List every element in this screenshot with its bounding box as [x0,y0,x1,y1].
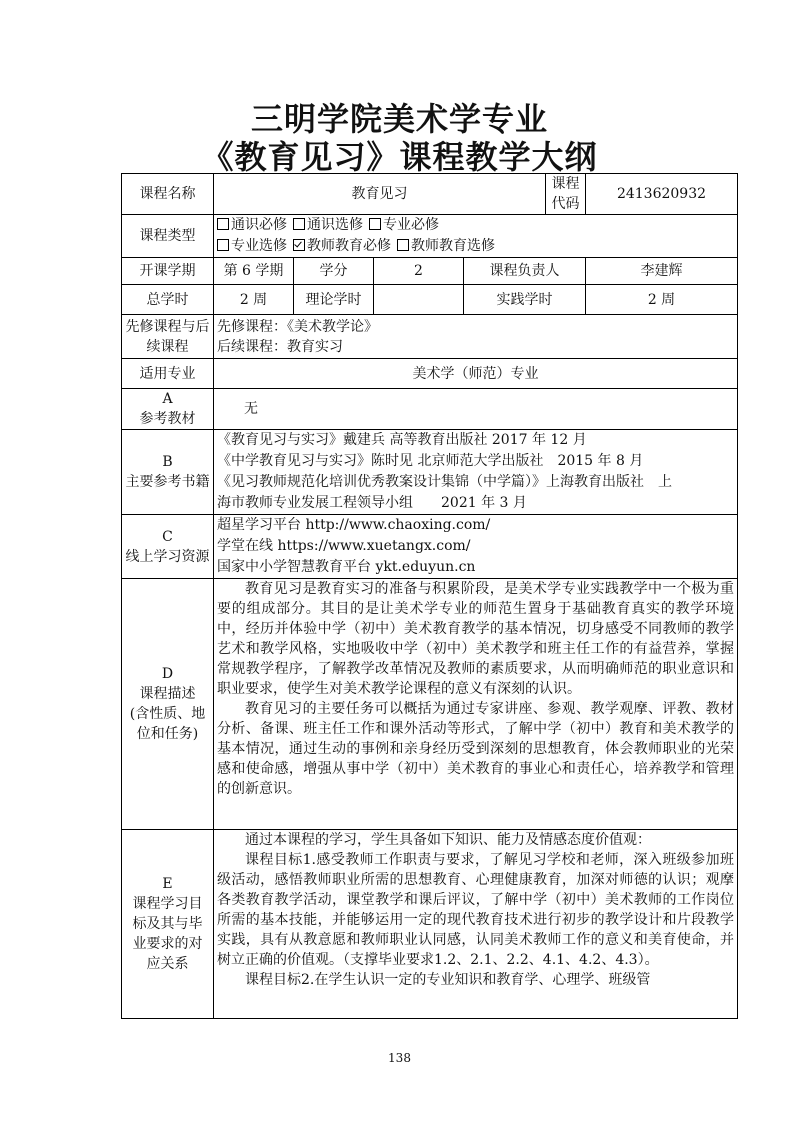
section-c-label: C 线上学习资源 [122,515,214,579]
checkbox-unchecked-icon [369,218,381,230]
course-code-value: 2413620932 [586,174,738,215]
teacher-value: 李建辉 [586,258,738,285]
checkbox-unchecked-icon [397,239,409,251]
checkbox-unchecked-icon [217,239,229,251]
section-b-label: B 主要参考书籍 [122,430,214,515]
row-semester [122,258,738,285]
reference-book: 《中学教育见习与实习》陈时见 北京师范大学出版社 2015 年 8 月 [217,453,644,469]
course-type-label: 课程类型 [122,215,214,258]
theory-hours-label: 理论学时 [294,285,374,315]
row-course-name [122,174,738,215]
checkbox-unchecked-icon [293,218,305,230]
online-resource: 国家中小学智慧教育平台 ykt.eduyun.cn [217,559,476,575]
row-course-type [122,215,738,258]
teacher-label: 课程负责人 [464,258,586,285]
row-hours [122,285,738,315]
reference-book: 《见习教师规范化培训优秀教案设计集锦（中学篇）》上海教育出版社 上 [217,474,672,490]
section-a-content: 无 [214,389,738,430]
total-hours-label: 总学时 [122,285,214,315]
section-e-content [214,830,738,1019]
prereq-label: 先修课程与后续课程 [122,315,214,359]
section-d-content [214,579,738,830]
course-type-option [293,217,363,233]
course-code-label: 课程代码 [546,174,586,215]
section-d-label: D 课程描述 (含性质、地 位和任务) [122,579,214,830]
course-name-label: 课程名称 [122,174,214,215]
course-type-option-label: 通识必修 [231,217,287,233]
page-number: 138 [388,1051,411,1065]
row-section-c [122,515,738,579]
practice-hours-value: 2 周 [586,285,738,315]
course-type-option [217,238,287,254]
objective-1: 课程目标1.感受教师工作职责与要求，了解见习学校和老师，深入班级参加班级活动，感悟教师职业所需的思想教育、心理健康教育，加深对师德的认识；观摩各类教育教学活动，课堂教学和课后评议，了解中学（初中）美术教师的工作岗位所需的基本技能，并能够运用一定的现代教育技术进行初步的教学设计和片段教学实践，具有从教意愿和教师职业认同感，认同美术教师工作的意义和美育使命，并树立正确的价值观。（支撑毕业要求1.2、2.1、2.2、4.1、4.2、4.3）。 [217,852,734,968]
reference-book: 《教育见习与实习》戴建兵 高等教育出版社 2017 年 12 月 [217,432,587,448]
prereq-content [214,315,738,359]
major-value: 美术学（师范）专业 [214,359,738,389]
total-hours-value: 2 周 [214,285,294,315]
course-name-value: 教育见习 [214,174,546,215]
credit-value: 2 [374,258,464,285]
course-type-option [293,238,391,254]
course-type-option-label: 教师教育必修 [307,238,391,254]
semester-label: 开课学期 [122,258,214,285]
course-type-option [397,238,495,254]
page-title-line1: 三明学院美术学专业 [250,100,548,138]
checkbox-checked-icon [293,239,305,251]
course-type-options [214,215,738,258]
syllabus-table [121,173,738,1019]
credit-label: 学分 [294,258,374,285]
section-b-content [214,430,738,515]
course-description-paragraph: 教育见习是教育实习的准备与积累阶段，是美术学专业实践教学中一个极为重要的组成部分。其目的是让美术学专业的师范生置身于基础教育真实的教学环境中，经历并体验中学（初中）美术教育教学的基本情况，切身感受不同教师的教学艺术和教学风格，实地吸收中学（初中）美术教学和班主任工作的有益营养，掌握常规教学程序，了解教学改革情况及教师的素质要求，从而明确师范的职业意识和职业要求，使学生对美术教学论课程的意义有深刻的认识。 [217,581,734,697]
major-label: 适用专业 [122,359,214,389]
course-type-option-label: 专业必修 [383,217,439,233]
row-major [122,359,738,389]
row-section-d [122,579,738,830]
section-c-content [214,515,738,579]
section-e-label: E 课程学习目标及其与毕业要求的对应关系 [122,830,214,1019]
course-type-option-label: 通识选修 [307,217,363,233]
checkbox-unchecked-icon [217,218,229,230]
theory-hours-value [374,285,464,315]
prereq-course: 先修课程：《美术教学论》 [217,318,378,335]
course-type-option [369,217,439,233]
course-task-paragraph: 教育见习的主要任务可以概括为通过专家讲座、参观、教学观摩、评教、教材分析、备课、班主任工作和课外活动等形式，了解中学（初中）教育和美术教学的基本情况，通过生动的事例和亲身经历受到深刻的思想教育，体会教师职业的光荣感和使命感，增强从事中学（初中）美术教育的事业心和责任心，培养教学和管理的创新意识。 [217,701,734,797]
course-type-option-label: 专业选修 [231,238,287,254]
page-title-line2: 《教育见习》课程教学大纲 [201,138,598,176]
section-a-label: A 参考教材 [122,389,214,430]
online-resource: 学堂在线 https://www.xuetangx.com/ [217,538,471,554]
row-section-e [122,830,738,1019]
practice-hours-label: 实践学时 [464,285,586,315]
row-prereq [122,315,738,359]
row-section-a [122,389,738,430]
objectives-intro: 通过本课程的学习，学生具备如下知识、能力及情感态度价值观： [245,832,651,848]
reference-book: 海市教师专业发展工程领导小组 2021 年 3 月 [217,495,527,511]
followup-course: 后续课程：教育实习 [217,338,343,355]
objective-2: 课程目标2.在学生认识一定的专业知识和教育学、心理学、班级管 [245,972,651,988]
online-resource: 超星学习平台 http://www.chaoxing.com/ [217,517,491,533]
row-section-b [122,430,738,515]
course-type-option [217,217,287,233]
course-type-option-label: 教师教育选修 [411,238,495,254]
semester-value: 第 6 学期 [214,258,294,285]
